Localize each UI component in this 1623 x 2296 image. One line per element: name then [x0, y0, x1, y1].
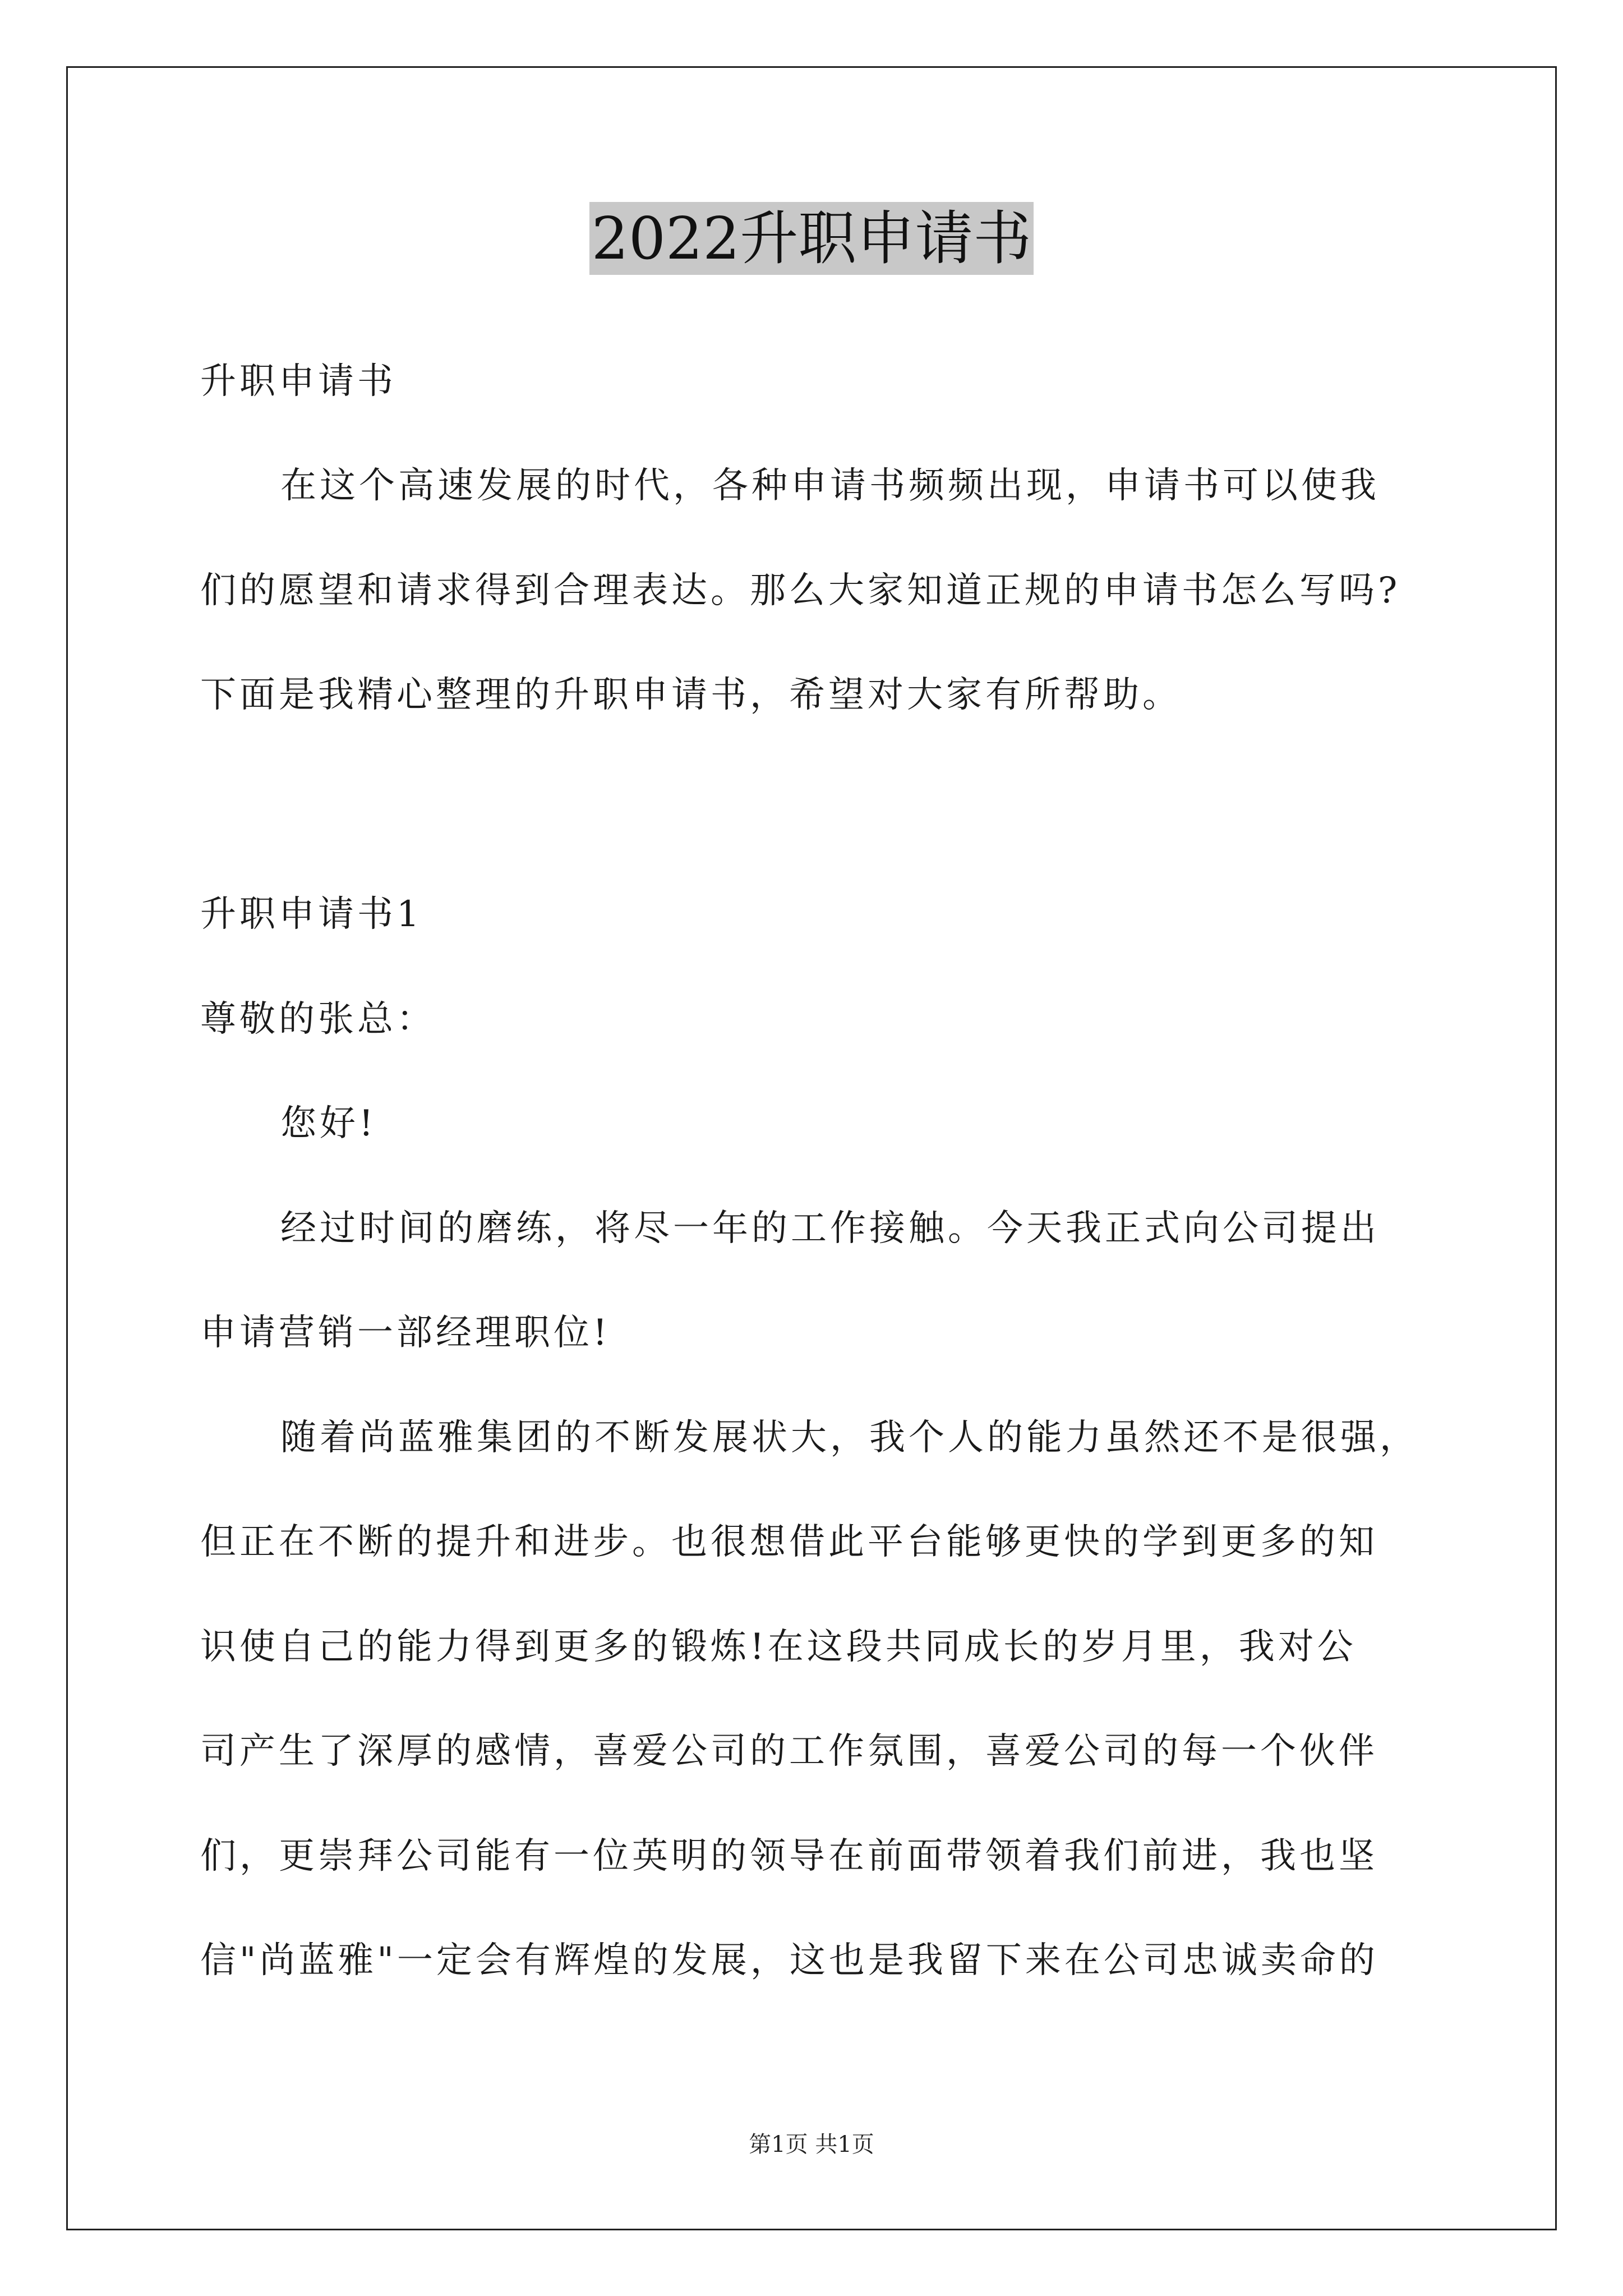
- salutation: 尊敬的张总：: [200, 999, 436, 1040]
- body-line: 但正在不断的提升和进步。也很想借此平台能够更快的学到更多的知: [200, 1521, 1378, 1563]
- body-line: 司产生了深厚的感情，喜爱公司的工作氛围，喜爱公司的每一个伙伴: [200, 1731, 1378, 1772]
- intro-line-1: 在这个高速发展的时代，各种申请书频频出现，申请书可以使我: [280, 465, 1380, 507]
- body-line: 信"尚蓝雅"一定会有辉煌的发展，这也是我留下来在公司忠诚卖命的: [200, 1940, 1378, 1981]
- body-line: 随着尚蓝雅集团的不断发展状大，我个人的能力虽然还不是很强，: [280, 1417, 1419, 1458]
- letter-heading: 升职申请书1: [200, 894, 423, 935]
- intro-line-2: 们的愿望和请求得到合理表达。那么大家知道正规的申请书怎么写吗?: [200, 570, 1401, 611]
- body-line: 申请营销一部经理职位!: [200, 1312, 611, 1354]
- title-container: [0, 202, 1623, 275]
- body-line: 们，更崇拜公司能有一位英明的领导在前面带领着我们前进，我也坚: [200, 1835, 1378, 1877]
- intro-line-3: 下面是我精心整理的升职申请书，希望对大家有所帮助。: [200, 674, 1182, 716]
- section-heading: 升职申请书: [200, 361, 396, 402]
- body-line: 经过时间的磨练，将尽一年的工作接触。今天我正式向公司提出: [280, 1208, 1380, 1249]
- body-line: 识使自己的能力得到更多的锻炼!在这段共同成长的岁月里，我对公: [200, 1626, 1357, 1668]
- greeting: 您好!: [280, 1103, 377, 1144]
- document-title: 2022升职申请书: [589, 202, 1034, 275]
- page-footer: 第1页 共1页: [749, 2132, 874, 2157]
